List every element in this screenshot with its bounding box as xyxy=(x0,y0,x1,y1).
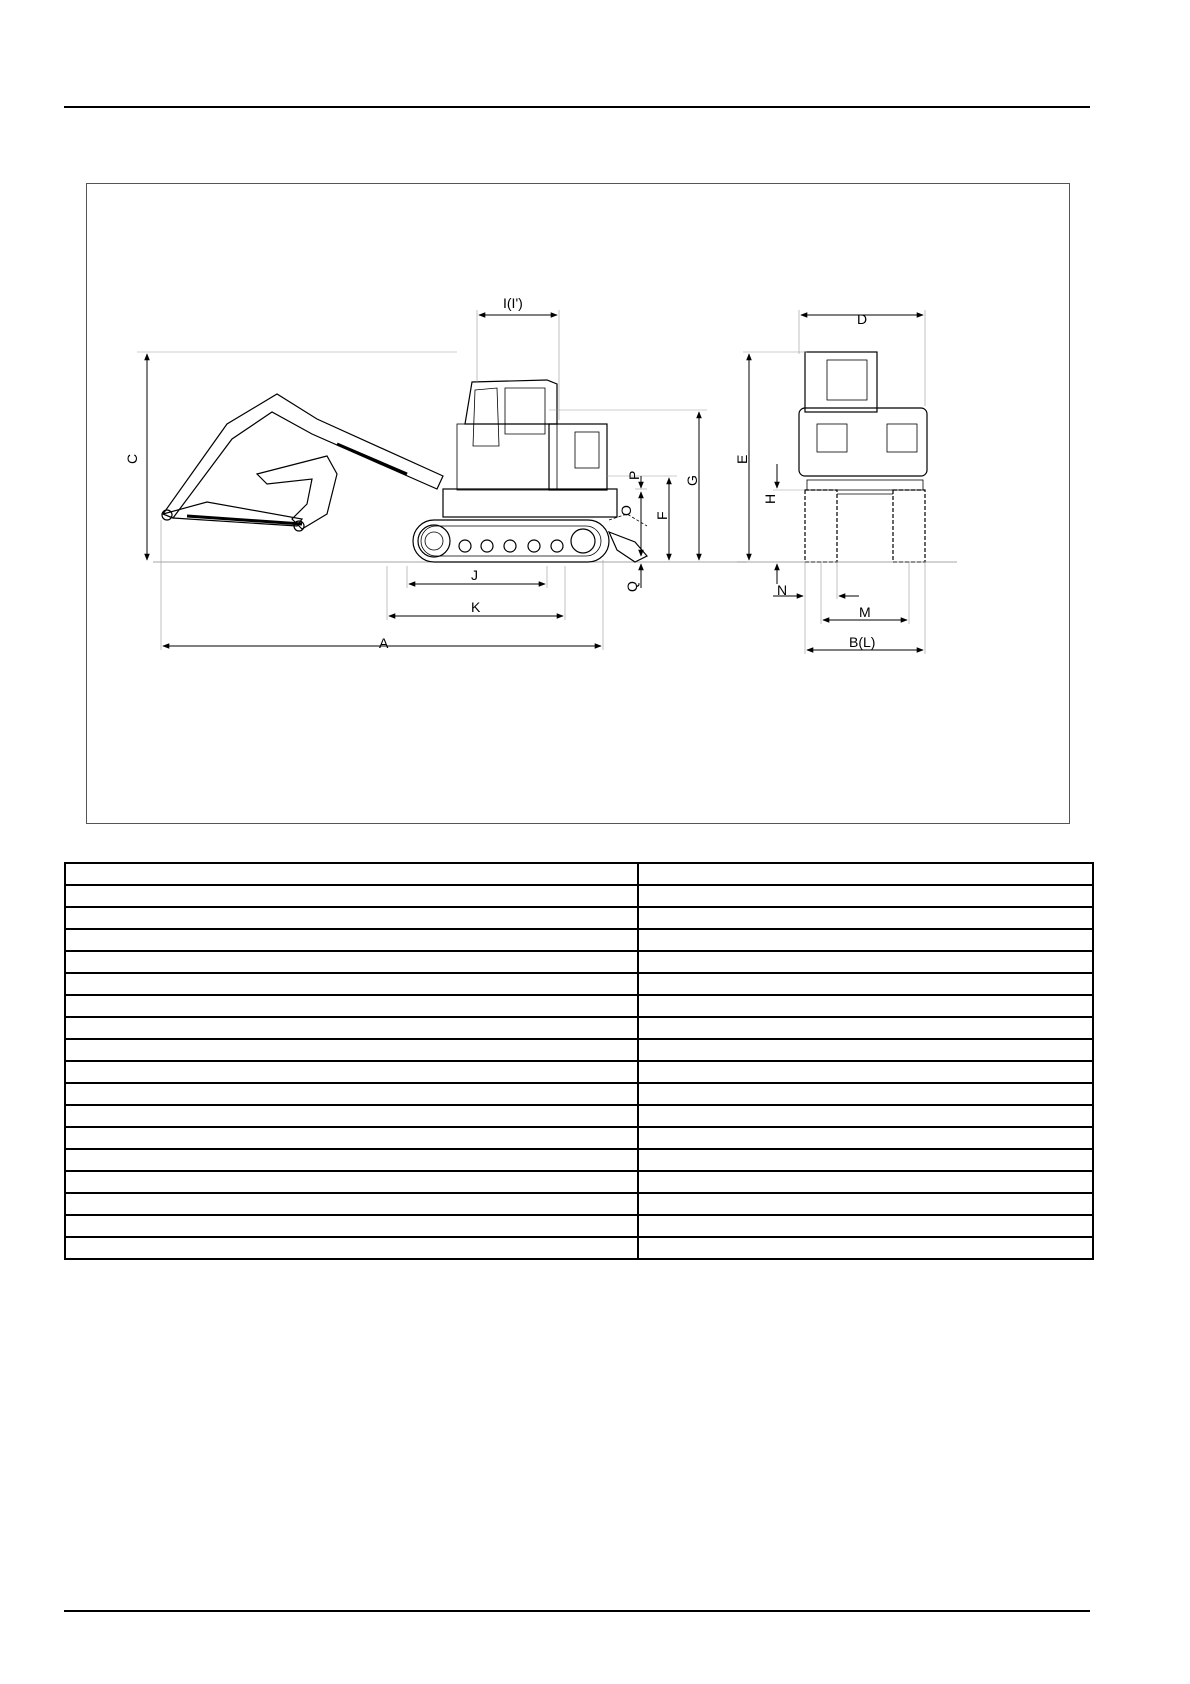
label-F: F xyxy=(654,511,670,520)
table-cell-item xyxy=(65,907,638,929)
table-cell-item xyxy=(65,1215,638,1237)
table-cell-value xyxy=(638,885,1093,907)
label-B: B(L) xyxy=(849,634,876,650)
label-I: I(I') xyxy=(503,295,523,311)
label-P: P xyxy=(626,470,642,480)
table-row xyxy=(65,863,1093,885)
label-J: J xyxy=(471,567,478,583)
table-row xyxy=(65,907,1093,929)
front-view-excavator xyxy=(799,352,927,562)
table-cell-value xyxy=(638,1017,1093,1039)
engine-hood xyxy=(549,424,607,490)
table-cell-value xyxy=(638,1105,1093,1127)
label-K: K xyxy=(471,599,481,615)
table-row xyxy=(65,1105,1093,1127)
table-cell-item xyxy=(65,929,638,951)
table-cell-value xyxy=(638,1171,1093,1193)
table-cell-item xyxy=(65,1083,638,1105)
table-cell-value xyxy=(638,1061,1093,1083)
table-cell-value xyxy=(638,1083,1093,1105)
label-A: A xyxy=(379,635,389,651)
table-cell-item xyxy=(65,1127,638,1149)
table-cell-item xyxy=(65,1193,638,1215)
table-cell-item xyxy=(65,1017,638,1039)
label-N: N xyxy=(777,582,788,598)
table-row xyxy=(65,1061,1093,1083)
table-row xyxy=(65,995,1093,1017)
front-cab xyxy=(805,352,877,412)
table-cell-value xyxy=(638,907,1093,929)
table-row xyxy=(65,1149,1093,1171)
table-cell-value xyxy=(638,995,1093,1017)
label-D: D xyxy=(857,311,868,327)
excavator-drawing xyxy=(87,184,1071,825)
label-C: C xyxy=(124,453,140,464)
table-cell-item xyxy=(65,1237,638,1259)
table-row xyxy=(65,1171,1093,1193)
table-cell-value xyxy=(638,1149,1093,1171)
table-cell-item xyxy=(65,863,638,885)
table-cell-item xyxy=(65,885,638,907)
label-E: E xyxy=(734,454,750,464)
table-row xyxy=(65,1127,1093,1149)
table-row xyxy=(65,1215,1093,1237)
upper-structure xyxy=(443,489,617,517)
table-row xyxy=(65,1017,1093,1039)
table-cell-value xyxy=(638,1127,1093,1149)
table-row xyxy=(65,885,1093,907)
footer-rule xyxy=(64,1610,1090,1612)
table-cell-item xyxy=(65,1171,638,1193)
label-Q: Q xyxy=(624,581,640,592)
table-cell-item xyxy=(65,1061,638,1083)
front-dimension-lines xyxy=(743,310,925,654)
specification-table-body xyxy=(65,863,1093,1259)
table-cell-value xyxy=(638,863,1093,885)
table-cell-value xyxy=(638,1215,1093,1237)
front-track-left xyxy=(805,490,837,562)
label-M: M xyxy=(859,604,871,620)
side-dimension-lines xyxy=(137,310,707,650)
table-cell-value xyxy=(638,973,1093,995)
header-rule xyxy=(64,106,1090,108)
boom xyxy=(163,394,443,518)
table-row xyxy=(65,1237,1093,1259)
table-cell-item xyxy=(65,995,638,1017)
table-cell-item xyxy=(65,973,638,995)
table-row xyxy=(65,929,1093,951)
boom-cylinder xyxy=(337,444,407,474)
label-H: H xyxy=(762,493,778,504)
specification-table xyxy=(64,862,1094,1260)
table-cell-item xyxy=(65,951,638,973)
table-row xyxy=(65,973,1093,995)
table-cell-item xyxy=(65,1105,638,1127)
table-cell-item xyxy=(65,1149,638,1171)
front-track-right xyxy=(893,490,925,562)
table-row xyxy=(65,1083,1093,1105)
table-cell-value xyxy=(638,929,1093,951)
table-cell-value xyxy=(638,1039,1093,1061)
table-cell-value xyxy=(638,1193,1093,1215)
label-O: O xyxy=(618,505,634,516)
table-cell-value xyxy=(638,1237,1093,1259)
table-cell-value xyxy=(638,951,1093,973)
side-view-excavator xyxy=(162,380,647,562)
table-row xyxy=(65,1193,1093,1215)
dimension-diagram xyxy=(86,183,1070,824)
cab xyxy=(465,380,557,424)
table-row xyxy=(65,1039,1093,1061)
table-row xyxy=(65,951,1093,973)
front-body xyxy=(799,408,927,476)
label-G: G xyxy=(684,475,700,486)
table-cell-item xyxy=(65,1039,638,1061)
sprocket-wheel xyxy=(418,525,450,557)
